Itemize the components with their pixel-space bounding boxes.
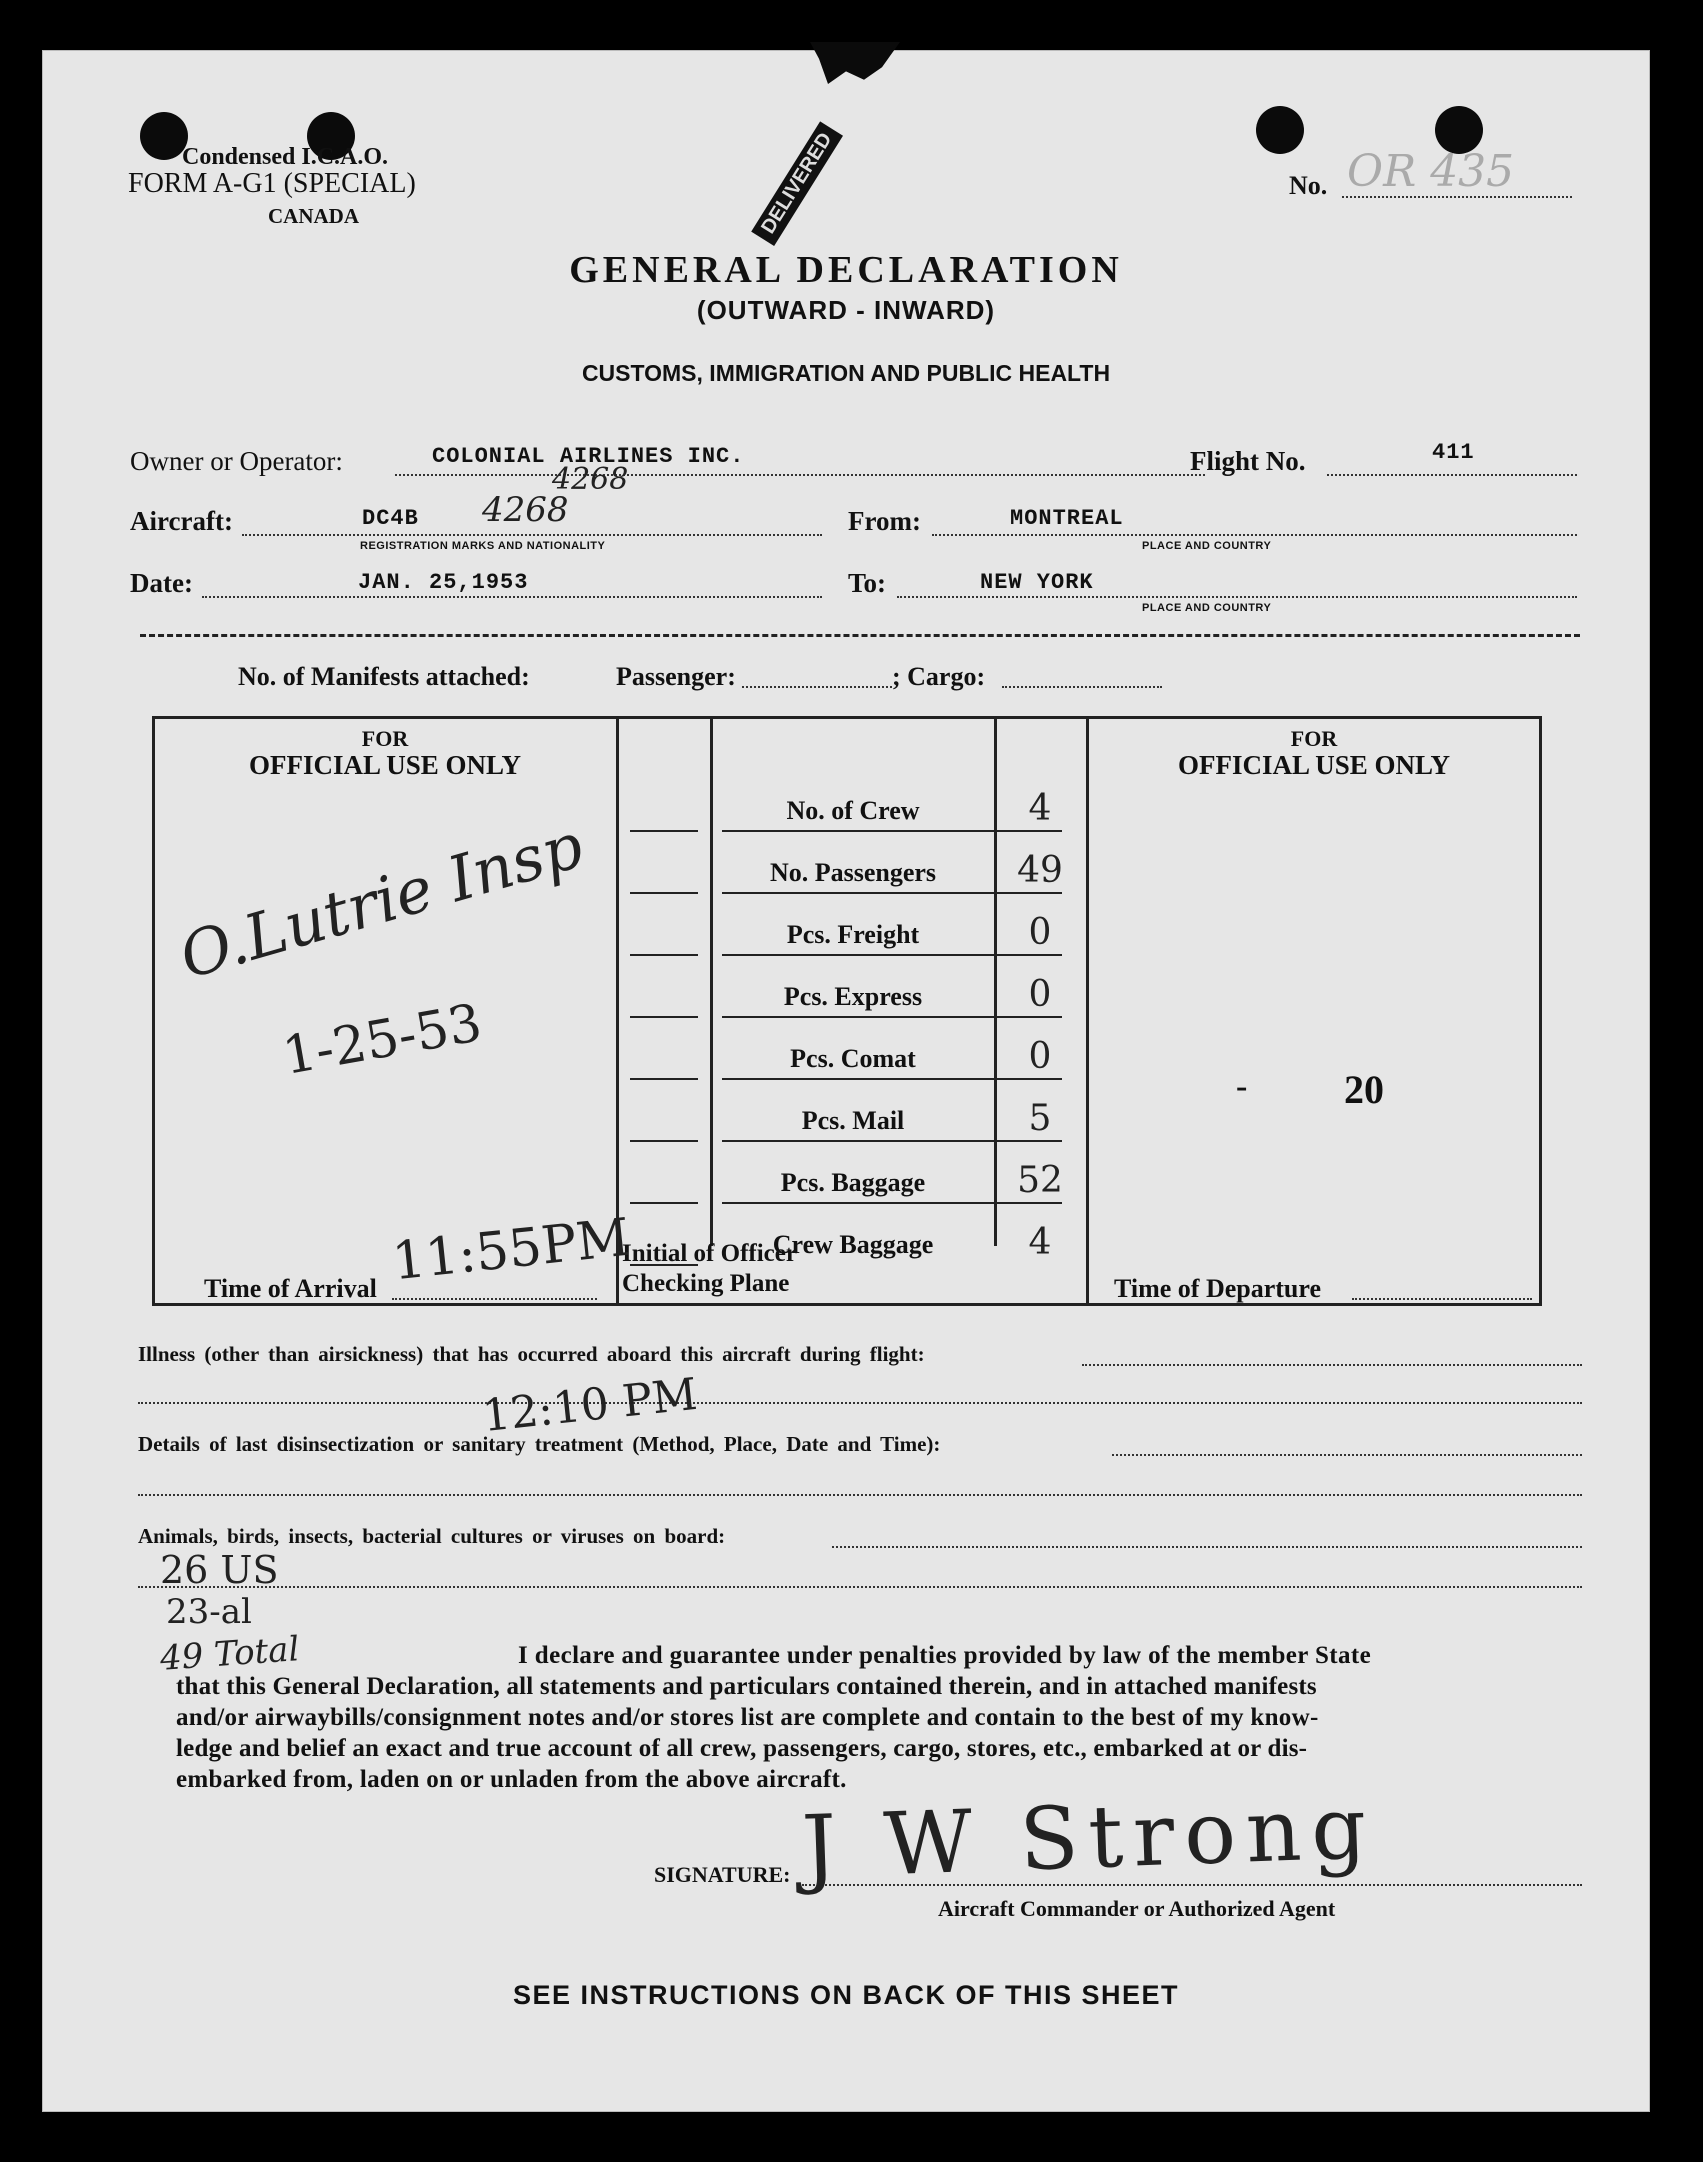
statement-line1: I declare and guarantee under penalties provided by law of the member State [518, 1642, 1372, 1669]
aircraft-value: DC4B [362, 506, 419, 531]
table-row-line [722, 1078, 1062, 1080]
table-row-value: 5 [1028, 1098, 1052, 1139]
right-for: FOR [1290, 726, 1338, 751]
initial-blank [630, 892, 698, 894]
owner-value: COLONIAL AIRLINES INC. [432, 444, 745, 469]
table-row-label: Pcs. Express [783, 982, 923, 1011]
table-row-label: Pcs. Baggage [780, 1168, 926, 1197]
arrival-label: Time of Arrival [204, 1274, 377, 1303]
disinsect-line-2 [138, 1494, 1582, 1496]
to-line [897, 596, 1577, 598]
passenger-label: Passenger: [616, 662, 736, 691]
initial-blank [630, 1078, 698, 1080]
page-title: GENERAL DECLARATION [569, 249, 1123, 291]
table-row-value: 4 [1028, 788, 1052, 829]
page-subtitle: (OUTWARD - INWARD) [696, 295, 996, 325]
illness-handwritten: 12:10 PM [479, 1368, 700, 1443]
aircraft-line [242, 534, 822, 536]
table-row-label: No. of Crew [786, 796, 920, 825]
departure-line [1352, 1298, 1532, 1300]
illness-label: Illness (other than airsickness) that has occurred aboard this aircraft during flight: [138, 1342, 925, 1366]
table-divider [1086, 716, 1089, 1306]
illness-line [1082, 1364, 1582, 1366]
punch-hole [1256, 106, 1304, 154]
from-value: MONTREAL [1010, 506, 1124, 531]
table-row-line [722, 1140, 1062, 1142]
flight-value: 411 [1432, 440, 1475, 465]
table-row-value: 4 [1028, 1222, 1052, 1263]
passenger-line [742, 686, 892, 688]
form-country: CANADA [268, 204, 359, 228]
left-for: FOR [361, 726, 409, 751]
right-number: 20 [1344, 1067, 1384, 1112]
signature-label: SIGNATURE: [654, 1862, 791, 1887]
declaration-form [42, 50, 1650, 2112]
arrival-value: 11:55PM [389, 1207, 633, 1293]
table-row-value: 0 [1028, 974, 1052, 1015]
form-line1: Condensed I.C.A.O. [182, 144, 389, 170]
statement-line5: embarked from, laden on or unladen from the above aircraft. [176, 1766, 847, 1793]
received-stamp: DELIVERED [751, 121, 843, 246]
header-divider [140, 634, 1580, 637]
table-row-label: Pcs. Comat [790, 1044, 916, 1073]
from-label: From: [848, 506, 921, 536]
form-id: FORM A-G1 (SPECIAL) [128, 168, 416, 199]
table-divider [994, 716, 997, 1246]
arrival-line [392, 1298, 597, 1300]
aircraft-label: Aircraft: [130, 506, 233, 536]
to-caption: PLACE AND COUNTRY [1142, 602, 1272, 614]
table-row-line [722, 892, 1062, 894]
manifests-label: No. of Manifests attached: [238, 662, 530, 691]
table-row-value: 52 [1017, 1160, 1063, 1201]
statement-line2: that this General Declaration, all statements and particulars contained therein, and in attached manifests [176, 1673, 1317, 1700]
from-caption: PLACE AND COUNTRY [1142, 540, 1272, 552]
table-row-line [722, 830, 1062, 832]
table-row-line [722, 954, 1062, 956]
count-other: 23-al [166, 1592, 252, 1632]
animals-line [832, 1546, 1582, 1548]
owner-line [395, 474, 1205, 476]
disinsect-line [1112, 1454, 1582, 1456]
official-date: 1-25-53 [278, 993, 487, 1087]
departure-label: Time of Departure [1114, 1274, 1321, 1303]
statement-line3: and/or airwaybills/consignment notes and/or stores list are complete and contain to the best of my know- [176, 1704, 1319, 1731]
to-value: NEW YORK [980, 570, 1094, 595]
initial-line1: Initial of Officer [622, 1240, 797, 1267]
table-row-value: 49 [1017, 850, 1063, 891]
initial-line2: Checking Plane [622, 1270, 790, 1297]
initial-blank [630, 954, 698, 956]
table-row-line [722, 1202, 1062, 1204]
date-value: JAN. 25,1953 [358, 570, 529, 595]
table-row-value: 0 [1028, 1036, 1052, 1077]
aircraft-handwritten: 4268 [482, 490, 569, 530]
table-divider [710, 716, 713, 1246]
statement-line4: ledge and belief an exact and true account of all crew, passengers, cargo, stores, etc., embarked at or dis- [176, 1735, 1308, 1762]
illness-line-2 [138, 1402, 1582, 1404]
torn-edge-mark [810, 42, 900, 84]
signature-value: J W Strong [800, 1778, 1378, 1898]
animals-line-2 [138, 1586, 1582, 1588]
animals-label: Animals, birds, insects, bacterial cultures or viruses on board: [138, 1524, 726, 1548]
table-row-label: No. Passengers [769, 858, 937, 887]
table-row-value: 0 [1028, 912, 1052, 953]
date-line [202, 596, 822, 598]
table-row-label: Pcs. Mail [801, 1106, 905, 1135]
flight-label: Flight No. [1190, 446, 1306, 476]
cargo-label: ; Cargo: [892, 662, 986, 691]
initial-blank [630, 830, 698, 832]
left-official: OFFICIAL USE ONLY [248, 750, 522, 780]
from-line [932, 534, 1577, 536]
owner-label: Owner or Operator: [130, 446, 343, 476]
initial-blank [630, 1016, 698, 1018]
right-dash: - [1236, 1068, 1248, 1105]
punch-hole [140, 112, 188, 160]
signature-caption: Aircraft Commander or Authorized Agent [938, 1896, 1336, 1921]
disinsect-label: Details of last disinsectization or sanitary treatment (Method, Place, Date and Time): [138, 1432, 941, 1456]
initial-blank [630, 1202, 698, 1204]
to-label: To: [848, 568, 887, 598]
count-us: 26 US [160, 1548, 279, 1592]
count-total: 49 Total [158, 1629, 301, 1679]
right-official: OFFICIAL USE ONLY [1177, 750, 1451, 780]
form-number-label: No. [1289, 171, 1328, 200]
form-number-value: OR 435 [1347, 146, 1515, 197]
department-heading: CUSTOMS, IMMIGRATION AND PUBLIC HEALTH [581, 360, 1111, 386]
table-row-line [722, 1016, 1062, 1018]
table-row-label: Crew Baggage [772, 1230, 934, 1259]
footer-instructions: SEE INSTRUCTIONS ON BACK OF THIS SHEET [512, 1980, 1180, 2010]
cargo-line [1002, 686, 1162, 688]
form-number-line [1342, 196, 1572, 198]
flight-line [1327, 474, 1577, 476]
initial-blank [630, 1140, 698, 1142]
table-row-label: Pcs. Freight [786, 920, 920, 949]
official-signature: O.Lutrie Insp [171, 808, 591, 993]
aircraft-caption: REGISTRATION MARKS AND NATIONALITY [360, 540, 606, 552]
aircraft-handwritten-top: 4268 [552, 462, 629, 497]
date-label: Date: [130, 568, 193, 598]
